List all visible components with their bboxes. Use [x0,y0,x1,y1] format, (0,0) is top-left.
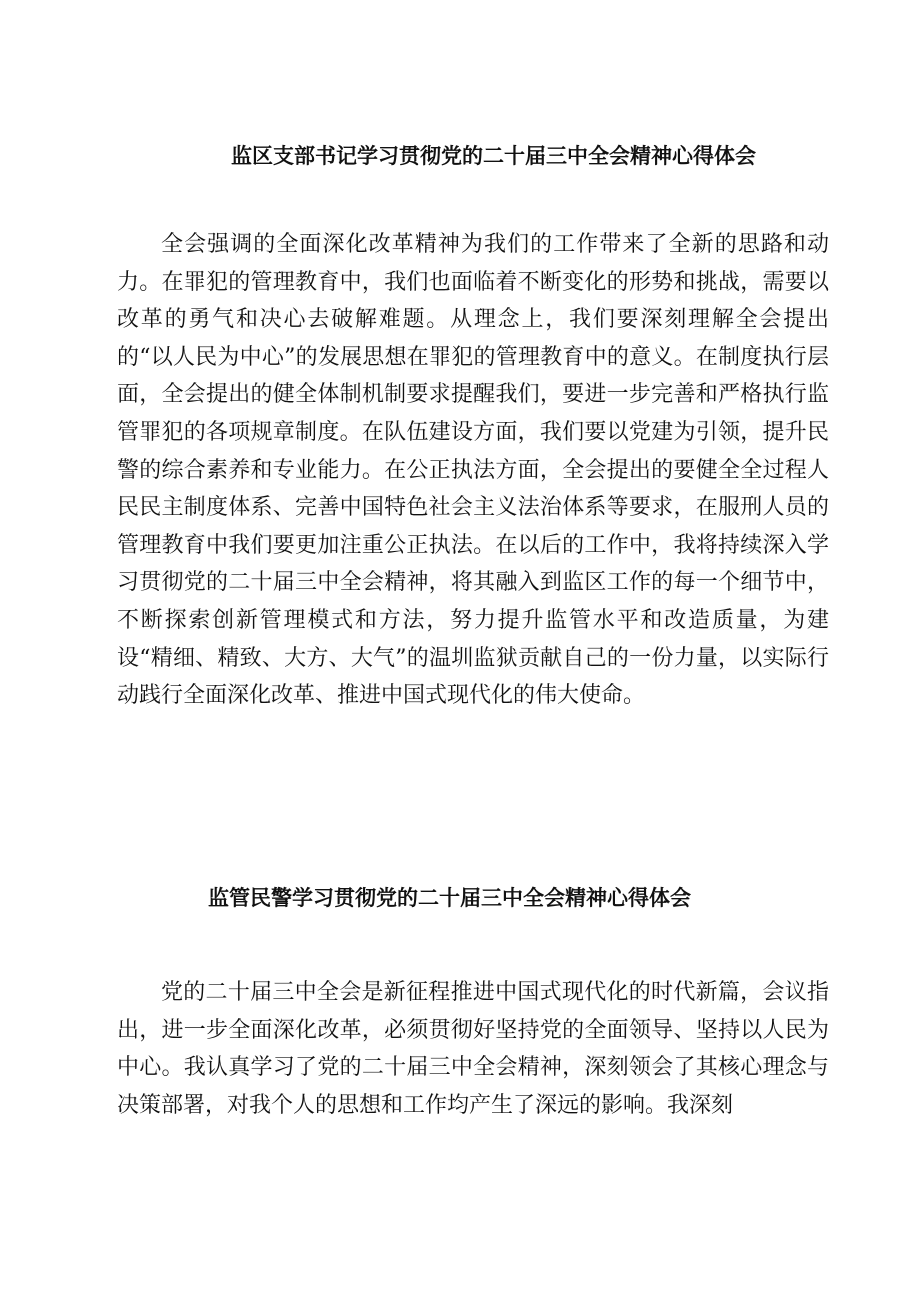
section-body-paragraph: 党的二十届三中全会是新征程推进中国式现代化的时代新篇，会议指出，进一步全面深化改革，必须贯彻好坚持党的全面领导、坚持以人民为中心。我认真学习了党的二十届三中全会精神，深刻领会了其核心理念与决策部署，对我个人的思想和工作均产生了深远的影响。我深刻 [117,980,829,1118]
section-title: 监管民警学习贯彻党的二十届三中全会精神心得体会 [208,885,691,910]
section-title: 监区支部书记学习贯彻党的二十届三中全会精神心得体会 [231,143,756,168]
section-body-paragraph: 全会强调的全面深化改革精神为我们的工作带来了全新的思路和动力。在罪犯的管理教育中，我们也面临着不断变化的形势和挑战，需要以改革的勇气和决心去破解难题。从理念上，我们要深刻理解全会提出的“以人民为中心”的发展思想在罪犯的管理教育中的意义。在制度执行层面，全会提出的健全体制机制要求提醒我们，要进一步完善和严格执行监管罪犯的各项规章制度。在队伍建设方面，我们要以党建为引领，提升民警的综合素养和专业能力。在公正执法方面，全会提出的要健全全过程人民民主制度体系、完善中国特色社会主义法治体系等要求，在服刑人员的管理教育中我们要更加注重公正执法。在以后的工作中，我将持续深入学习贯彻党的二十届三中全会精神，将其融入到监区工作的每一个细节中，不断探索创新管理模式和方法，努力提升监管水平和改造质量，为建设“精细、精致、大方、大气”的温圳监狱贡献自己的一份力量，以实际行动践行全面深化改革、推进中国式现代化的伟大使命。 [117,232,829,709]
